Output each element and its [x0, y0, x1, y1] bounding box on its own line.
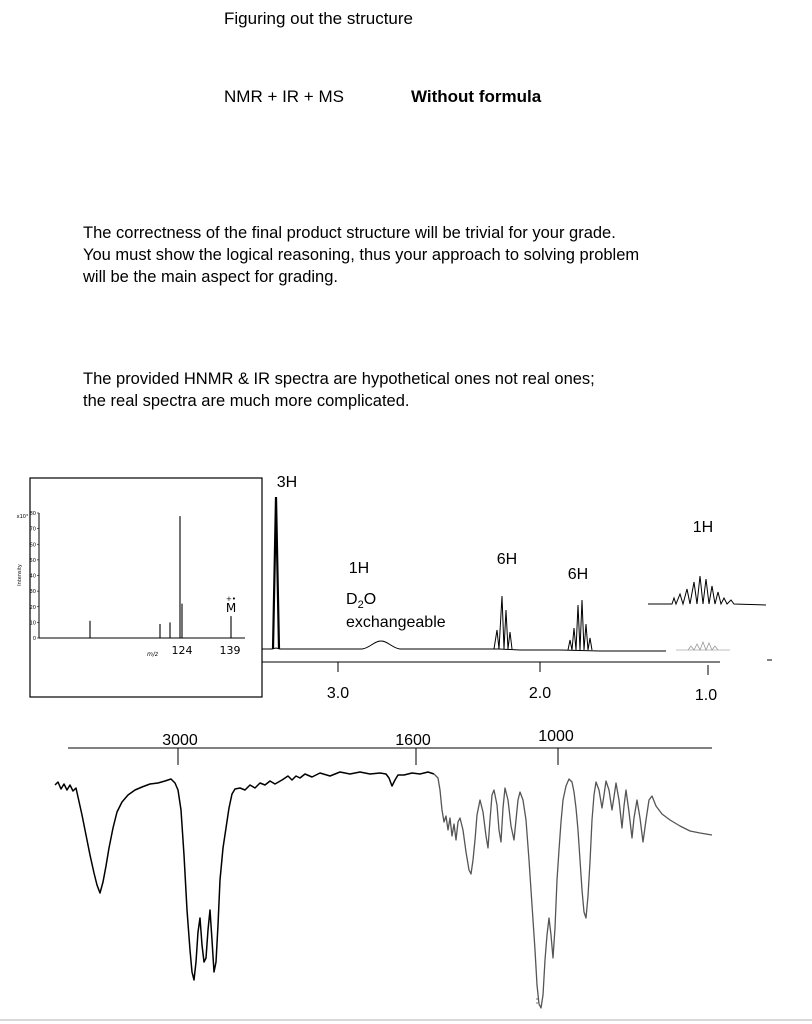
d2o-subscript: 2	[357, 599, 364, 611]
ms-molecular-ion-label: M	[225, 601, 237, 615]
nmr-baseline	[262, 641, 666, 651]
nmr-label-1h: 1H	[692, 519, 714, 536]
ms-frame	[30, 478, 262, 697]
nmr-label-3h: 3H	[276, 474, 298, 491]
nmr-label-6h-b: 6H	[567, 566, 589, 583]
nmr-axis-label-1: 1.0	[694, 687, 718, 704]
ms-y-tick-label: 20	[29, 604, 36, 611]
disclaimer-line: the real spectra are much more complicated.	[83, 392, 410, 410]
nmr-singlet-peak	[273, 497, 279, 649]
ms-y-tick-label: 10	[29, 620, 36, 627]
nmr-label-d2o	[346, 591, 376, 611]
d2o-suffix: O	[363, 591, 377, 608]
ms-y-label: Intensity	[17, 564, 23, 586]
nmr-label-1h-oh: 1H	[348, 560, 370, 577]
disclaimer-line: The provided HNMR & IR spectra are hypothetical ones not real ones;	[83, 370, 595, 388]
nmr-multiplet-6h-a	[494, 596, 512, 649]
ms-y-multiplier: x10³	[16, 514, 28, 520]
ms-y-tick-label: 80	[29, 511, 36, 517]
grading-line: The correctness of the final product structure will be trivial for your grade.	[83, 224, 616, 242]
ir-axis-label-3000: 3000	[162, 732, 198, 749]
constraint-label: Without formula	[411, 87, 542, 106]
ms-x-label: m/z	[147, 651, 159, 658]
ir-trace	[55, 772, 434, 980]
ms-y-tick-label: 70	[29, 526, 36, 533]
ir-trace-fingerprint	[434, 774, 712, 1008]
grading-line: will be the main aspect for grading.	[83, 268, 338, 286]
nmr-multiplet-1h-baseline	[688, 642, 718, 650]
page-title: Figuring out the structure	[224, 9, 413, 28]
nmr-multiplet-6h-b	[568, 600, 592, 650]
nmr-axis-label-2: 2.0	[528, 685, 552, 702]
nmr-multiplet-1h-expanded	[648, 576, 766, 605]
ms-y-tick-label: 60	[29, 542, 36, 549]
methods-label: NMR + IR + MS	[224, 87, 344, 106]
ms-peak-label-124: 124	[171, 644, 193, 657]
grading-line: You must show the logical reasoning, thus your approach to solving problem	[83, 246, 640, 264]
ms-y-tick-label: 0	[32, 636, 36, 642]
d2o-prefix: D	[346, 591, 358, 608]
ir-axis-label-1000: 1000	[538, 728, 574, 745]
nmr-label-exchangeable: exchangeable	[346, 614, 446, 631]
ms-y-tick-label: 40	[29, 573, 36, 580]
page-bottom-edge	[0, 1019, 812, 1021]
ir-spectrum	[55, 728, 712, 1008]
ms-peak-label-139: 139	[219, 644, 241, 657]
ms-molecular-ion-charge: +•	[226, 595, 236, 603]
ir-axis-label-1600: 1600	[395, 732, 431, 749]
nmr-spectrum	[262, 474, 772, 704]
nmr-axis-label-3: 3.0	[326, 685, 350, 702]
ms-y-tick-label: 50	[29, 557, 36, 564]
nmr-label-6h-a: 6H	[496, 551, 518, 568]
ms-y-tick-label: 30	[29, 589, 36, 596]
mass-spectrum	[17, 478, 262, 697]
